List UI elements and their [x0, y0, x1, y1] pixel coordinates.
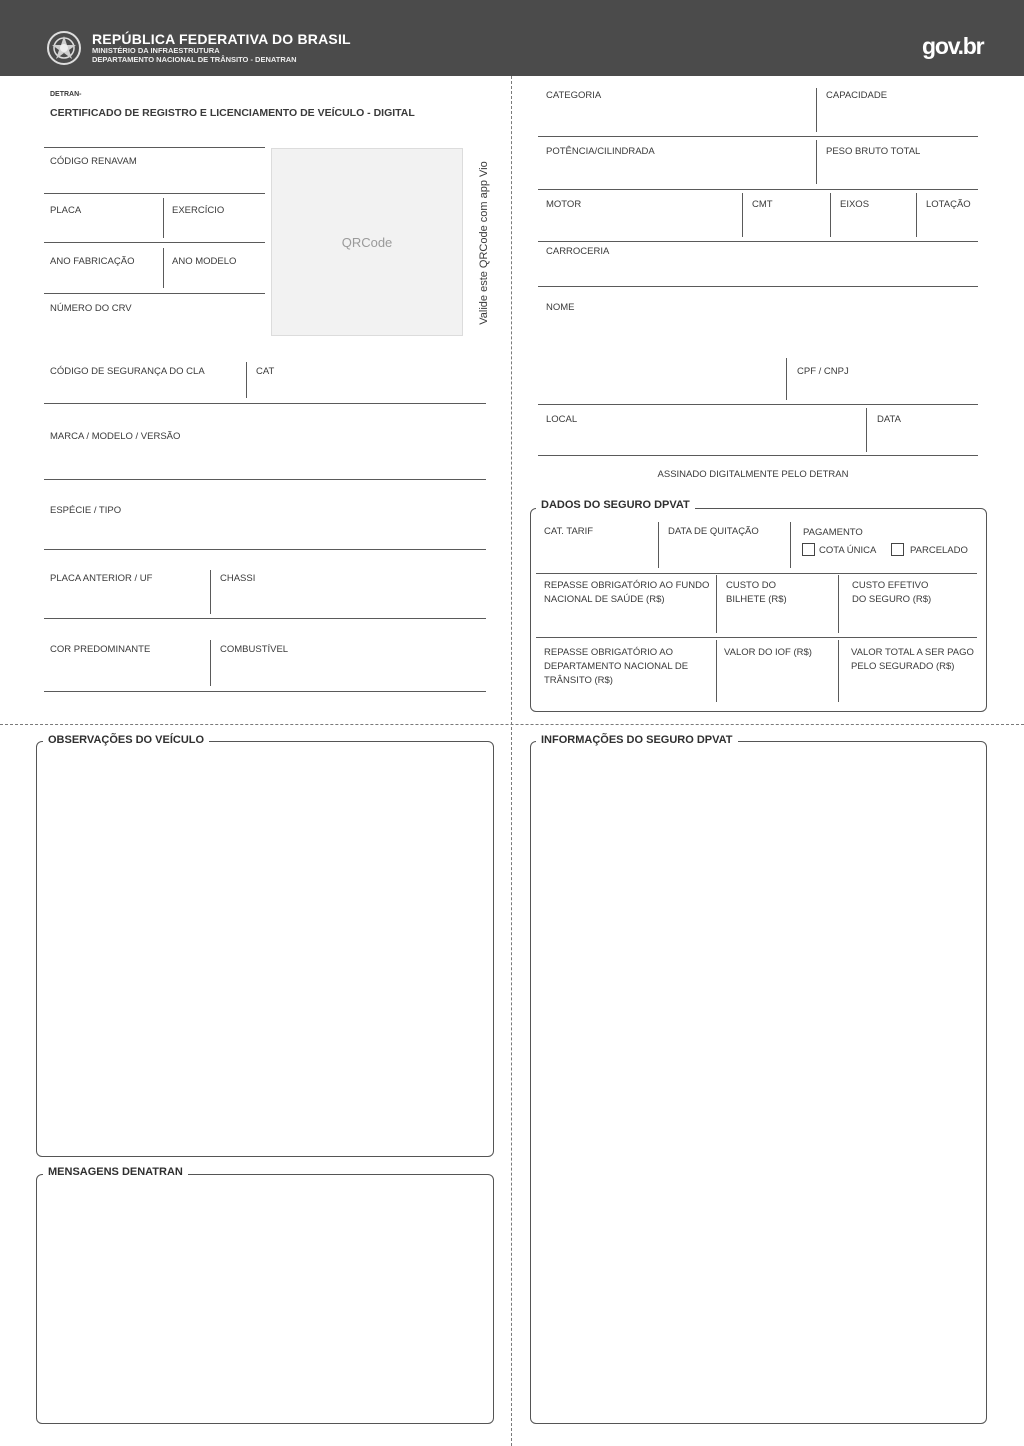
mensagens-title: MENSAGENS DENATRAN	[43, 1166, 188, 1178]
categoria-label: CATEGORIA	[546, 90, 602, 101]
line	[538, 404, 978, 405]
line	[536, 573, 977, 574]
divider	[816, 140, 817, 184]
observacoes-title: OBSERVAÇÕES DO VEÍCULO	[43, 734, 209, 746]
eixos-label: EIXOS	[840, 199, 870, 210]
line	[44, 691, 486, 692]
parcelado-checkbox[interactable]	[891, 543, 904, 556]
marca-modelo-label: MARCA / MODELO / VERSÃO	[50, 431, 181, 442]
divider	[163, 248, 164, 288]
assinado-label: ASSINADO DIGITALMENTE PELO DETRAN	[657, 469, 849, 480]
divider	[838, 575, 839, 633]
qrcode-placeholder	[271, 148, 463, 336]
line	[44, 147, 265, 148]
divider	[866, 408, 867, 452]
divider	[163, 198, 164, 238]
divider	[716, 640, 717, 702]
divider	[742, 193, 743, 237]
motor-label: MOTOR	[546, 199, 582, 210]
placa-anterior-label: PLACA ANTERIOR / UF	[50, 573, 153, 584]
combustivel-label: COMBUSTÍVEL	[220, 644, 289, 655]
divider	[838, 640, 839, 702]
cmt-label: CMT	[752, 199, 773, 210]
informacoes-box	[530, 741, 987, 1424]
local-label: LOCAL	[546, 414, 578, 425]
informacoes-title: INFORMAÇÕES DO SEGURO DPVAT	[536, 734, 738, 746]
header-ministry	[92, 46, 297, 64]
divider	[790, 522, 791, 568]
line	[538, 286, 978, 287]
lotacao-label: LOTAÇÃO	[926, 199, 971, 210]
data-quitacao-label: DATA DE QUITAÇÃO	[668, 526, 759, 537]
header-country: REPÚBLICA FEDERATIVA DO BRASIL	[92, 31, 351, 47]
cota-unica-label: COTA ÚNICA	[819, 545, 877, 556]
repasse-saude-label: REPASSE OBRIGATÓRIO AO FUNDO NACIONAL DE SAÚDE (R$)	[544, 580, 710, 605]
nome-label: NOME	[546, 302, 575, 313]
qr-validation-note	[478, 152, 490, 334]
document-title: CERTIFICADO DE REGISTRO E LICENCIAMENTO DE VEÍCULO - DIGITAL	[50, 107, 415, 119]
codigo-seguranca-label: CÓDIGO DE SEGURANÇA DO CLA	[50, 366, 205, 377]
divider	[716, 575, 717, 633]
line	[44, 193, 265, 194]
chassi-label: CHASSI	[220, 573, 256, 584]
repasse-transito-label: REPASSE OBRIGATÓRIO AO DEPARTAMENTO NACIONAL DE TRÂNSITO (R$)	[544, 647, 689, 686]
parcelado-label: PARCELADO	[910, 545, 968, 556]
vertical-fold-line	[511, 76, 512, 1446]
cpf-label: CPF / CNPJ	[797, 366, 849, 377]
cat-label: CAT	[256, 366, 275, 377]
line	[44, 403, 486, 404]
cota-unica-checkbox[interactable]	[802, 543, 815, 556]
renavam-label: CÓDIGO RENAVAM	[50, 156, 137, 167]
divider	[210, 640, 211, 686]
qr-validation-text: Valide este QRCode com app Vio	[478, 161, 490, 325]
potencia-label: POTÊNCIA/CILINDRADA	[546, 146, 655, 157]
line	[538, 136, 978, 137]
line	[44, 549, 486, 550]
data-label: DATA	[877, 414, 901, 425]
ano-fabricacao-label: ANO FABRICAÇÃO	[50, 256, 135, 267]
divider	[246, 362, 247, 398]
placa-label: PLACA	[50, 205, 82, 216]
ano-modelo-label: ANO MODELO	[172, 256, 237, 267]
line	[44, 479, 486, 480]
peso-label: PESO BRUTO TOTAL	[826, 146, 921, 157]
observacoes-box	[36, 741, 494, 1157]
divider	[816, 88, 817, 132]
cor-label: COR PREDOMINANTE	[50, 644, 151, 655]
divider	[658, 522, 659, 568]
mensagens-box	[36, 1174, 494, 1424]
divider	[210, 570, 211, 614]
line	[44, 618, 486, 619]
carroceria-label: CARROCERIA	[546, 246, 610, 257]
valor-iof-label: VALOR DO IOF (R$)	[724, 647, 812, 658]
custo-bilhete-label: CUSTO DO BILHETE (R$)	[726, 580, 787, 605]
line	[536, 637, 977, 638]
numero-crv-label: NÚMERO DO CRV	[50, 303, 132, 314]
divider	[916, 193, 917, 237]
divider	[830, 193, 831, 237]
brasao-seal-icon	[46, 30, 82, 66]
pagamento-label: PAGAMENTO	[803, 527, 863, 538]
header-ministry-line: MINISTÉRIO DA INFRAESTRUTURA	[92, 46, 220, 55]
header-department-line: DEPARTAMENTO NACIONAL DE TRÂNSITO - DENATRAN	[92, 55, 297, 64]
horizontal-fold-line	[0, 724, 1024, 725]
valor-total-label: VALOR TOTAL A SER PAGO PELO SEGURADO (R$)	[851, 647, 974, 672]
line	[44, 242, 265, 243]
dpvat-title: DADOS DO SEGURO DPVAT	[536, 499, 695, 511]
line	[538, 189, 978, 190]
line	[538, 241, 978, 242]
divider	[786, 358, 787, 400]
especie-tipo-label: ESPÉCIE / TIPO	[50, 505, 122, 516]
exercicio-label: EXERCÍCIO	[172, 205, 225, 216]
govbr-logo: gov.br	[922, 33, 984, 59]
custo-efetivo-label: CUSTO EFETIVO DO SEGURO (R$)	[852, 580, 932, 605]
qrcode-text: QRCode	[341, 234, 393, 250]
line	[538, 455, 978, 456]
cat-tarif-label: CAT. TARIF	[544, 526, 594, 537]
capacidade-label: CAPACIDADE	[826, 90, 888, 101]
line	[44, 293, 265, 294]
issuer-label: DETRAN-	[50, 91, 82, 98]
